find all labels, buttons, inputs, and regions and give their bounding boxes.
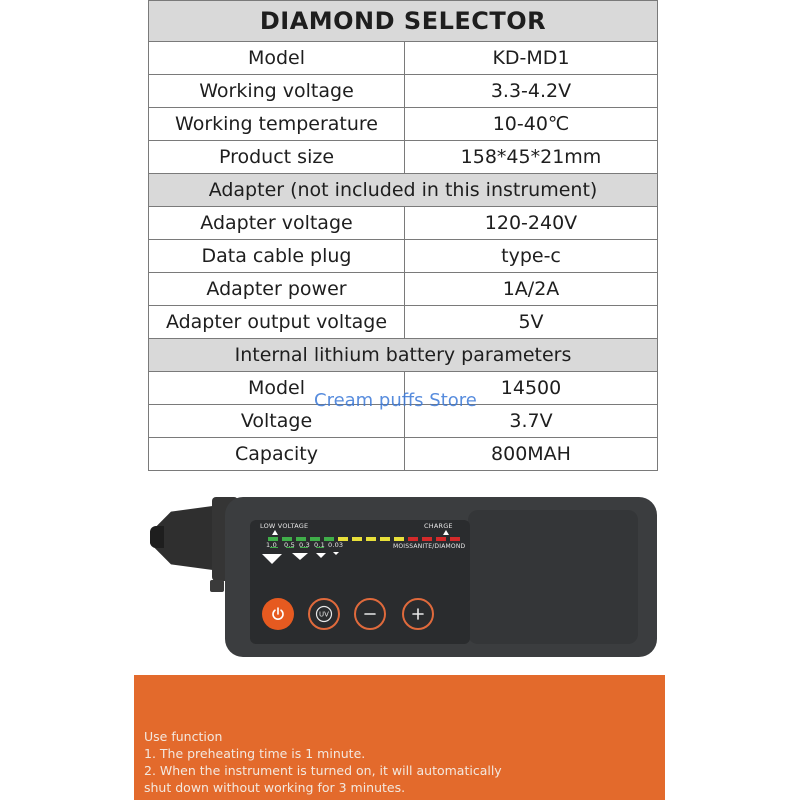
led-segment — [408, 537, 418, 541]
led-segment — [366, 537, 376, 541]
row-value: 5V — [405, 306, 658, 339]
instruction-line: shut down without working for 3 minutes. — [144, 780, 406, 795]
minus-icon — [363, 607, 377, 621]
row-label: Model — [149, 42, 405, 75]
row-label: Product size — [149, 141, 405, 174]
battery-section-header: Internal lithium battery parameters — [149, 339, 658, 372]
row-label: Working temperature — [149, 108, 405, 141]
led-segment — [450, 537, 460, 541]
instruction-line: 1. The preheating time is 1 minute. — [144, 746, 366, 761]
diamond-tiny-icon — [333, 552, 339, 555]
table-title-row — [149, 1, 658, 42]
row-value: KD-MD1 — [405, 42, 658, 75]
uv-button[interactable] — [308, 598, 340, 630]
adapter-section-header: Adapter (not included in this instrument) — [149, 174, 658, 207]
row-value: 14500 — [405, 372, 658, 405]
probe-tip-end — [150, 526, 164, 548]
scale-label: 0.3 — [299, 541, 310, 549]
scale-label: 0.5 — [284, 541, 295, 549]
led-segment — [436, 537, 446, 541]
power-icon — [270, 606, 286, 622]
row-value: 3.7V — [405, 405, 658, 438]
power-button[interactable] — [262, 598, 294, 630]
device-grip-panel — [468, 510, 638, 644]
row-label: Adapter power — [149, 273, 405, 306]
table-row — [149, 75, 658, 108]
led-segment — [422, 537, 432, 541]
table-row — [149, 207, 658, 240]
store-watermark: Cream puffs Store — [314, 390, 477, 411]
row-label: Adapter output voltage — [149, 306, 405, 339]
row-label: Data cable plug — [149, 240, 405, 273]
row-value: 1A/2A — [405, 273, 658, 306]
table-row — [149, 438, 658, 471]
led-segment — [380, 537, 390, 541]
low-voltage-marker-icon — [272, 530, 278, 535]
minus-button[interactable] — [354, 598, 386, 630]
table-row — [149, 273, 658, 306]
row-label: Working voltage — [149, 75, 405, 108]
row-value: 10-40℃ — [405, 108, 658, 141]
low-voltage-label: LOW VOLTAGE — [260, 522, 309, 530]
row-label: Capacity — [149, 438, 405, 471]
moissanite-diamond-label: MOISSANITE/DIAMOND — [393, 543, 466, 550]
row-label: Adapter voltage — [149, 207, 405, 240]
uv-icon — [314, 604, 334, 624]
table-title: DIAMOND SELECTOR — [149, 1, 658, 42]
row-value: 120-240V — [405, 207, 658, 240]
table-row — [149, 306, 658, 339]
table-row — [149, 240, 658, 273]
uv-label: UV — [319, 610, 329, 619]
scale-label: 1.0 — [266, 541, 277, 549]
scale-label: 0.1 — [314, 541, 325, 549]
charge-label: CHARGE — [424, 522, 453, 530]
section-header-row — [149, 174, 658, 207]
probe-clip — [210, 580, 224, 592]
instructions-heading: Use function — [144, 729, 223, 744]
plus-icon — [411, 607, 425, 621]
row-value: 800MAH — [405, 438, 658, 471]
table-row — [149, 42, 658, 75]
led-segment — [352, 537, 362, 541]
scale-label: 0.03 — [328, 541, 344, 549]
row-label: Model — [149, 372, 405, 405]
table-row — [149, 141, 658, 174]
row-value: 158*45*21mm — [405, 141, 658, 174]
diamond-large-icon — [262, 554, 282, 564]
charge-marker-icon — [443, 530, 449, 535]
row-value: type-c — [405, 240, 658, 273]
led-segment — [394, 537, 404, 541]
diamond-small-icon — [316, 553, 326, 558]
table-row — [149, 108, 658, 141]
plus-button[interactable] — [402, 598, 434, 630]
instruction-line: 2. When the instrument is turned on, it will automatically — [144, 763, 502, 778]
row-value: 3.3-4.2V — [405, 75, 658, 108]
section-header-row — [149, 339, 658, 372]
diamond-medium-icon — [292, 553, 308, 560]
row-label: Voltage — [149, 405, 405, 438]
